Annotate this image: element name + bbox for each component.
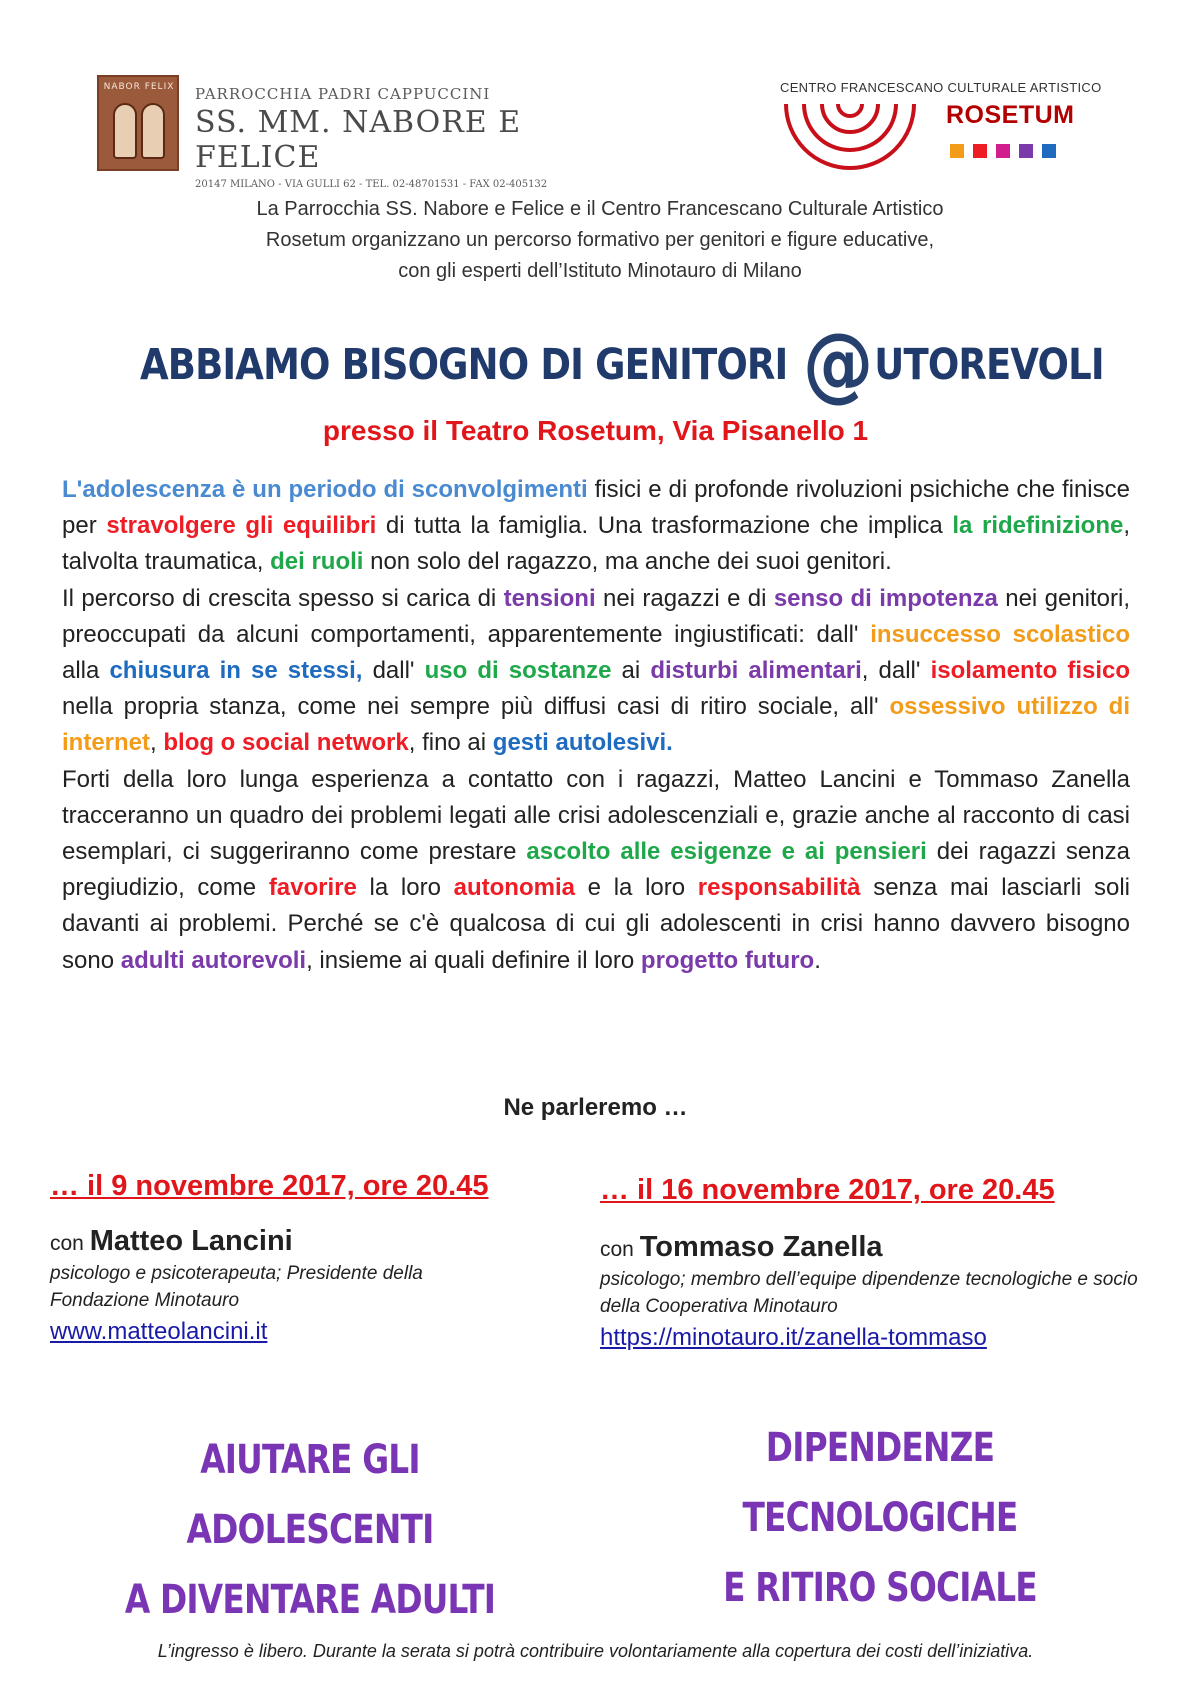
body-text-run: dei ragazzi senza pregiudizio, come bbox=[62, 838, 1130, 902]
highlight-phrase: isolamento fisico bbox=[930, 657, 1131, 685]
speaker-name: Tommaso Zanella bbox=[639, 1231, 883, 1263]
event-block bbox=[600, 1174, 1160, 1352]
parish-logo-text bbox=[195, 85, 617, 190]
event-speaker bbox=[600, 1231, 1160, 1264]
event-date: … il 9 novembre 2017, ore 20.45 bbox=[50, 1170, 489, 1202]
speaker-prefix: con bbox=[50, 1232, 84, 1255]
highlight-phrase: uso di sostanze bbox=[424, 657, 612, 685]
highlight-phrase: responsabilità bbox=[697, 874, 861, 902]
speaker-role: psicologo e psicoterapeuta; Presidente della Fondazione Minotauro bbox=[50, 1263, 423, 1311]
page-title bbox=[140, 316, 1104, 411]
event-theme bbox=[642, 1413, 1118, 1623]
highlight-phrase: dei ruoli bbox=[270, 548, 364, 576]
body-text-run: la loro bbox=[356, 874, 454, 902]
highlight-phrase: progetto futuro bbox=[640, 946, 815, 974]
title-part1: ABBIAMO BISOGNO DI GENITORI bbox=[140, 340, 788, 390]
rosetum-name: ROSETUM bbox=[946, 101, 1075, 129]
highlight-phrase: favorire bbox=[268, 874, 357, 902]
parish-emblem-caption: NABOR FELIX bbox=[103, 82, 175, 92]
body-text-run: Forti della loro lunga esperienza a contatto con i ragazzi, Matteo Lancini e Tommaso Zanella tracceranno un quadro dei problemi legati alle crisi adolescenziali e, grazie anche al racconto di casi esemplari, ci suggeriranno come prestare bbox=[62, 765, 1130, 866]
ne-parleremo: Ne parleremo … bbox=[503, 1094, 688, 1121]
intro-text bbox=[120, 194, 1080, 287]
event-block bbox=[50, 1170, 610, 1346]
venue: presso il Teatro Rosetum, Via Pisanello 1 bbox=[322, 415, 869, 446]
highlight-phrase: senso di impotenza bbox=[773, 584, 998, 612]
highlight-phrase: disturbi alimentari bbox=[650, 657, 862, 685]
body-text-run: ai bbox=[611, 657, 651, 685]
body-text-run: , bbox=[150, 729, 164, 757]
parish-logo bbox=[97, 75, 617, 190]
color-square bbox=[950, 144, 964, 158]
body-paragraph bbox=[62, 472, 1130, 581]
body-text-run: . bbox=[814, 946, 821, 974]
theme-line: E RITIRO SOCIALE bbox=[723, 1565, 1037, 1611]
rosetum-subtitle: CENTRO FRANCESCANO CULTURALE ARTISTICO bbox=[780, 80, 1102, 95]
at-sign-icon: @ bbox=[802, 316, 873, 411]
parish-address: 20147 MILANO - VIA GULLI 62 - TEL. 02-48701531 - FAX 02-405132 bbox=[195, 179, 548, 190]
rosetum-color-squares bbox=[950, 144, 1056, 158]
body-text-run: dall' bbox=[362, 657, 425, 685]
theme-line: DIPENDENZE TECNOLOGICHE bbox=[742, 1425, 1018, 1541]
event-theme bbox=[80, 1425, 539, 1635]
body-paragraph bbox=[62, 581, 1130, 762]
body-text-run: fisici e di profonde rivoluzioni psichiche che finisce per bbox=[62, 476, 1130, 540]
body-text-run: e la loro bbox=[574, 874, 698, 902]
speaker-link[interactable]: https://minotauro.it/zanella-tommaso bbox=[600, 1324, 987, 1351]
highlight-phrase: adulti autorevoli bbox=[120, 946, 307, 974]
highlight-phrase: gesti autolesivi. bbox=[492, 729, 673, 757]
body-text-run: Il percorso di crescita spesso si carica di bbox=[62, 584, 504, 612]
body-text-run: non solo del ragazzo, ma anche dei suoi genitori. bbox=[363, 548, 892, 576]
parish-line2: SS. MM. NABORE E FELICE bbox=[195, 105, 522, 175]
body-text-run: , insieme ai quali definire il loro bbox=[306, 946, 641, 974]
color-square bbox=[973, 144, 987, 158]
highlight-phrase: autonomia bbox=[453, 874, 575, 902]
color-square bbox=[1042, 144, 1056, 158]
saint-figure-icon bbox=[141, 103, 165, 159]
body-text bbox=[62, 472, 1130, 979]
highlight-phrase: chiusura in se stessi, bbox=[109, 657, 363, 685]
body-text-run: alla bbox=[62, 657, 110, 685]
event-date: … il 16 novembre 2017, ore 20.45 bbox=[600, 1174, 1055, 1206]
highlight-phrase: blog o social network bbox=[163, 729, 409, 757]
saint-figure-icon bbox=[113, 103, 137, 159]
highlight-phrase: insuccesso scolastico bbox=[870, 620, 1130, 648]
highlight-phrase: ascolto alle esigenze e ai pensieri bbox=[526, 838, 927, 866]
body-paragraph bbox=[62, 762, 1130, 979]
speaker-prefix: con bbox=[600, 1238, 634, 1261]
title-part2: UTOREVOLI bbox=[874, 340, 1104, 390]
footer-note: L’ingresso è libero. Durante la serata si potrà contribuire volontariamente alla copertura dei costi dell’iniziativa. bbox=[157, 1641, 1034, 1661]
body-text-run: , fino ai bbox=[408, 729, 493, 757]
highlight-phrase: stravolgere gli equilibri bbox=[106, 512, 377, 540]
parish-emblem-icon bbox=[97, 75, 179, 171]
parish-line1: PARROCCHIA PADRI CAPPUCCINI bbox=[195, 85, 491, 103]
theme-line: AIUTARE GLI ADOLESCENTI bbox=[186, 1437, 434, 1553]
body-text-run: , dall' bbox=[861, 657, 931, 685]
body-text-run: nei genitori, preoccupati da alcuni comportamenti, apparentemente ingiustificati: dall' bbox=[62, 584, 1131, 648]
speaker-name: Matteo Lancini bbox=[89, 1225, 293, 1257]
speaker-role: psicologo; membro dell’equipe dipendenze tecnologiche e socio della Cooperativa Minotauro bbox=[600, 1269, 1138, 1317]
theme-line: A DIVENTARE ADULTI bbox=[124, 1577, 496, 1623]
event-speaker bbox=[50, 1225, 610, 1258]
body-text-run: , talvolta traumatica, bbox=[62, 512, 1130, 576]
highlight-phrase: ossessivo utilizzo di internet bbox=[62, 693, 1130, 757]
speaker-link[interactable]: www.matteolancini.it bbox=[50, 1318, 268, 1345]
highlight-phrase: tensioni bbox=[503, 584, 596, 612]
intro-line: La Parrocchia SS. Nabore e Felice e il Centro Francescano Culturale Artistico bbox=[256, 198, 944, 220]
body-text-run: nella propria stanza, come nei sempre più diffusi casi di ritiro sociale, all' bbox=[62, 693, 890, 721]
rosetum-logo bbox=[780, 76, 1100, 168]
intro-line: con gli esperti dell’Istituto Minotauro di Milano bbox=[398, 260, 802, 282]
intro-line: Rosetum organizzano un percorso formativo per genitori e figure educative, bbox=[265, 229, 935, 251]
highlight-phrase: la ridefinizione bbox=[952, 512, 1124, 540]
color-square bbox=[1019, 144, 1033, 158]
body-text-run: di tutta la famiglia. Una trasformazione che implica bbox=[376, 512, 953, 540]
highlight-phrase: L'adolescenza è un periodo di sconvolgimenti bbox=[62, 476, 588, 503]
color-square bbox=[996, 144, 1010, 158]
body-text-run: nei ragazzi e di bbox=[595, 584, 774, 612]
body-text-run: senza mai lasciarli soli davanti ai problemi. Perché se c'è qualcosa di cui gli adolescenti in crisi hanno davvero bisogno sono bbox=[62, 874, 1131, 974]
rosetum-arcs-icon bbox=[780, 90, 920, 170]
